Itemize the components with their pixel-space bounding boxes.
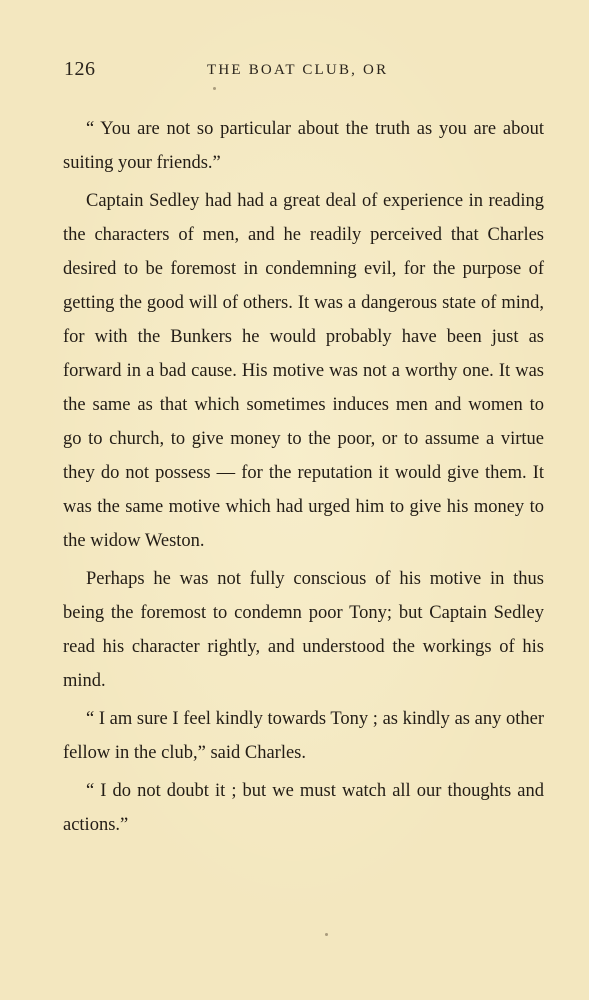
paragraph: “ I do not doubt it ; but we must watch all our thoughts and actions.”	[63, 781, 544, 835]
page-header	[64, 58, 541, 82]
running-title: THE BOAT CLUB, OR	[207, 62, 389, 78]
paragraph: “ I am sure I feel kindly towards Tony ; as kindly as any other fellow in the club,” said Charles.	[63, 709, 544, 763]
paragraph: Perhaps he was not fully conscious of his motive in thus being the foremost to condemn poor Tony; but Captain Sedley read his character rightly, and understood the workings of his mind.	[63, 569, 544, 691]
ink-speck	[325, 933, 328, 936]
paragraph: “ You are not so particular about the truth as you are about suiting your friends.”	[63, 119, 544, 173]
body-text	[63, 112, 544, 842]
page-number: 126	[64, 58, 96, 80]
ink-speck	[213, 87, 216, 90]
paragraph: Captain Sedley had had a great deal of experience in reading the characters of men, and he readily perceived that Charles desired to be foremost in condemning evil, for the purpose of getting the good will of others. It was a dangerous state of mind, for with the Bunkers he would probably have been just as forward in a bad cause. His motive was not a worthy one. It was the same as that which sometimes induces men and women to go to church, to give money to the poor, or to assume a virtue they do not possess — for the reputation it would give them. It was the same motive which had urged him to give his money to the widow Weston.	[63, 191, 544, 551]
